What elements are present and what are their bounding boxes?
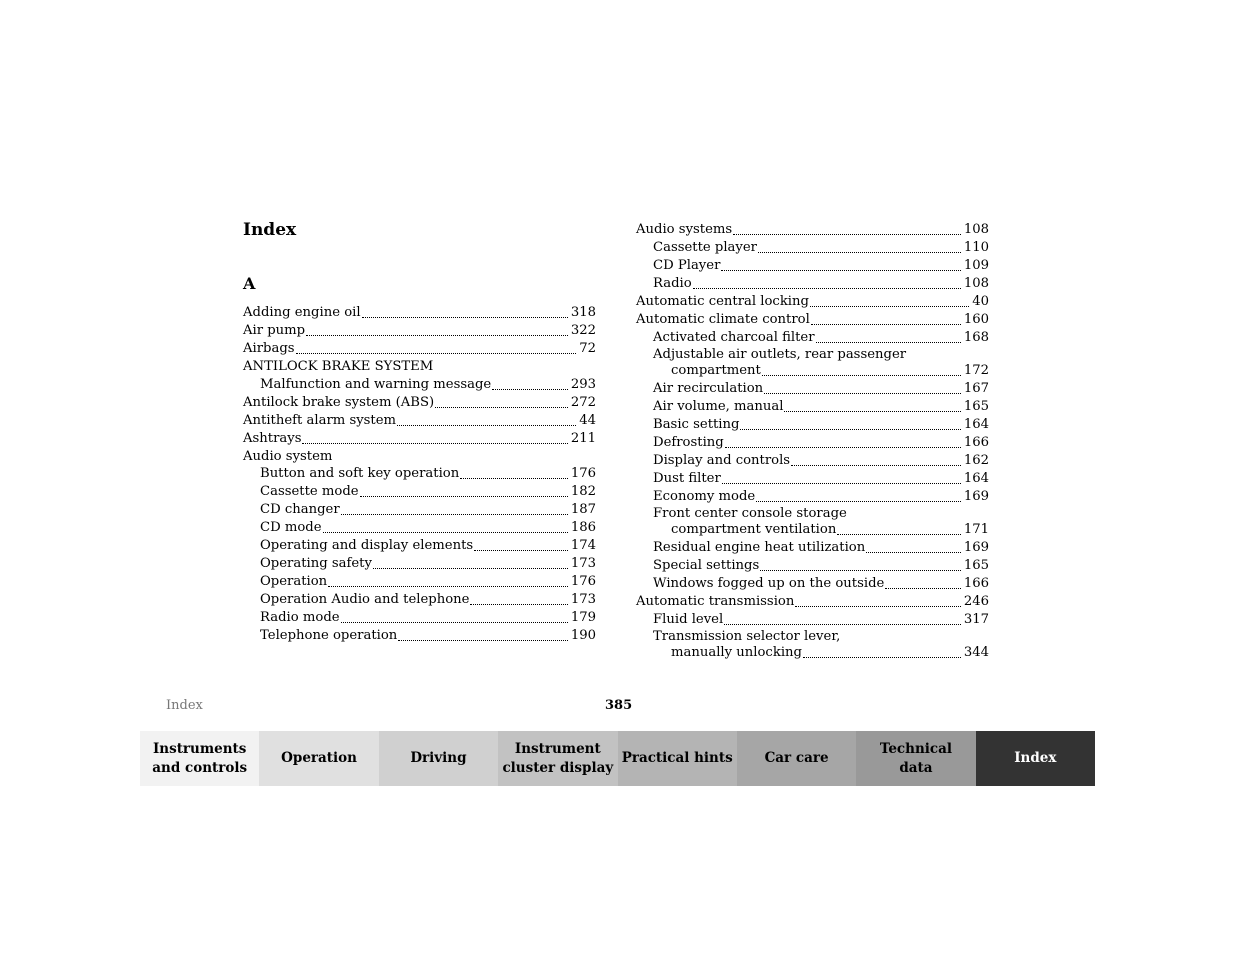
index-entry[interactable] <box>636 380 989 398</box>
index-entry-page[interactable]: 344 <box>963 645 989 661</box>
index-entry[interactable] <box>243 501 596 519</box>
index-entry-page[interactable]: 211 <box>570 430 596 446</box>
index-entry-label: Operation <box>260 574 328 590</box>
index-entry-label: CD mode <box>260 520 322 536</box>
index-entry-label: Basic setting <box>653 416 740 432</box>
tab-driving[interactable]: Driving <box>379 731 498 786</box>
index-entry-label: Automatic central locking <box>636 293 809 309</box>
index-entry-label: Front center console storage <box>653 505 847 521</box>
index-entry[interactable] <box>243 591 596 609</box>
dot-leader <box>795 606 960 607</box>
index-entry <box>636 347 989 363</box>
index-entry-label: Ashtrays <box>243 430 302 446</box>
index-entry-label: manually unlocking <box>671 645 802 661</box>
index-entry-page[interactable]: 44 <box>579 412 596 428</box>
tab-technical-data[interactable]: Technical data <box>856 731 975 786</box>
dot-leader <box>760 570 961 571</box>
index-entry-page[interactable]: 160 <box>963 311 989 327</box>
index-entry-page[interactable]: 167 <box>963 381 989 397</box>
tab-practical-hints[interactable]: Practical hints <box>618 731 737 786</box>
index-entry-page[interactable]: 165 <box>963 399 989 415</box>
index-entry[interactable] <box>636 470 989 488</box>
index-entry-page[interactable]: 109 <box>963 257 989 273</box>
index-entry[interactable] <box>636 239 989 257</box>
index-entry[interactable] <box>636 644 989 662</box>
dot-leader <box>816 342 961 343</box>
index-entry[interactable] <box>636 452 989 470</box>
tab-operation[interactable]: Operation <box>259 731 378 786</box>
index-entry-page[interactable]: 187 <box>570 502 596 518</box>
dot-leader <box>837 534 961 535</box>
index-entry-label: Malfunction and warning message <box>260 376 492 392</box>
index-entry[interactable] <box>243 555 596 573</box>
index-entry-page[interactable]: 182 <box>570 484 596 500</box>
index-entry-label: compartment ventilation <box>671 522 837 538</box>
index-entry-label: Fluid level <box>653 611 724 627</box>
dot-leader <box>362 317 568 318</box>
index-entry[interactable] <box>243 430 596 448</box>
dot-leader <box>725 447 961 448</box>
tab-car-care[interactable]: Car care <box>737 731 856 786</box>
index-entry-page[interactable]: 174 <box>570 538 596 554</box>
dot-leader <box>398 640 568 641</box>
index-entry-page[interactable]: 168 <box>963 329 989 345</box>
index-entry-label: Residual engine heat utilization <box>653 540 866 556</box>
index-entry[interactable] <box>243 340 596 358</box>
index-column-right <box>636 221 989 662</box>
index-entry-page[interactable]: 162 <box>963 452 989 468</box>
index-entry[interactable] <box>636 557 989 575</box>
dot-leader <box>740 429 960 430</box>
index-entry[interactable] <box>243 322 596 340</box>
index-entry-label: Activated charcoal filter <box>653 329 815 345</box>
index-entry[interactable] <box>636 575 989 593</box>
index-entry-page[interactable]: 166 <box>963 434 989 450</box>
index-entry[interactable] <box>243 304 596 322</box>
index-entry-page[interactable]: 108 <box>963 275 989 291</box>
index-entry-label: Radio <box>653 275 692 291</box>
index-entry-label: Audio system <box>243 448 333 464</box>
index-entry-page[interactable]: 72 <box>579 340 596 356</box>
index-entry[interactable] <box>636 257 989 275</box>
index-entry-label: Special settings <box>653 558 760 574</box>
index-entry[interactable] <box>243 376 596 394</box>
index-entry-label: Adjustable air outlets, rear passenger <box>653 346 907 362</box>
dot-leader <box>397 425 576 426</box>
index-entry-label: Cassette player <box>653 239 757 255</box>
index-entry[interactable] <box>636 539 989 557</box>
index-entry-page[interactable]: 176 <box>570 574 596 590</box>
index-entry[interactable] <box>243 573 596 591</box>
index-entry-page[interactable]: 169 <box>963 488 989 504</box>
index-entry-page[interactable]: 179 <box>570 609 596 625</box>
index-entry[interactable] <box>636 329 989 347</box>
dot-leader <box>762 375 961 376</box>
page-number: 385 <box>605 698 633 713</box>
index-entry-label: Operating safety <box>260 556 372 572</box>
dot-leader <box>296 353 577 354</box>
index-entry[interactable] <box>243 519 596 537</box>
index-entry[interactable] <box>636 293 989 311</box>
index-entry <box>243 358 596 376</box>
index-entry-page[interactable]: 176 <box>570 466 596 482</box>
index-entry-page[interactable]: 186 <box>570 520 596 536</box>
dot-leader <box>360 496 568 497</box>
index-entry-page[interactable]: 318 <box>570 305 596 320</box>
index-entry[interactable] <box>243 465 596 483</box>
chapter-tab-bar <box>140 731 1095 786</box>
index-entry-label: Air volume, manual <box>653 399 784 415</box>
index-entry-label: Economy mode <box>653 488 756 504</box>
dot-leader <box>784 411 960 412</box>
index-entry-page[interactable]: 164 <box>963 470 989 486</box>
index-entry-page[interactable]: 317 <box>963 611 989 627</box>
dot-leader <box>724 624 961 625</box>
dot-leader <box>885 588 961 589</box>
index-entry <box>636 629 989 645</box>
dot-leader <box>693 288 961 289</box>
index-column-left <box>243 304 596 645</box>
index-entry <box>636 506 989 522</box>
index-entry-page[interactable]: 173 <box>570 592 596 607</box>
index-entry-label: Button and soft key operation <box>260 466 460 482</box>
dot-leader <box>756 501 961 502</box>
index-entry-page[interactable]: 108 <box>963 222 989 237</box>
dot-leader <box>460 478 568 479</box>
index-entry-label: Cassette mode <box>260 484 359 500</box>
index-entry-label: Dust filter <box>653 470 721 486</box>
index-heading: Index <box>243 220 297 240</box>
dot-leader <box>373 568 568 569</box>
index-entry[interactable] <box>243 609 596 627</box>
index-entry-page[interactable]: 173 <box>570 556 596 572</box>
index-entry-page[interactable]: 172 <box>963 363 989 379</box>
index-entry <box>243 448 596 466</box>
index-entry-label: Air recirculation <box>653 381 764 397</box>
index-entry[interactable] <box>636 611 989 629</box>
index-entry-label: Defrosting <box>653 434 724 450</box>
index-entry-page[interactable]: 166 <box>963 576 989 592</box>
index-entry-page[interactable]: 293 <box>570 376 596 392</box>
index-entry-label: Audio systems <box>636 222 733 237</box>
index-entry[interactable] <box>636 488 989 506</box>
index-entry-label: CD Player <box>653 257 721 273</box>
index-entry-label: Radio mode <box>260 609 340 625</box>
dot-leader <box>791 465 961 466</box>
tab-instruments-and-controls[interactable]: Instruments and controls <box>140 731 259 786</box>
index-entry[interactable] <box>243 394 596 412</box>
index-entry-label: Operation Audio and telephone <box>260 592 470 607</box>
index-entry[interactable] <box>636 275 989 293</box>
index-entry[interactable] <box>636 416 989 434</box>
index-entry-label: Air pump <box>243 322 306 338</box>
index-entry[interactable] <box>636 434 989 452</box>
dot-leader <box>758 252 961 253</box>
dot-leader <box>302 443 567 444</box>
index-entry[interactable] <box>636 398 989 416</box>
index-entry-label: compartment <box>671 363 761 379</box>
dot-leader <box>810 306 969 307</box>
index-entry-label: Airbags <box>243 340 295 356</box>
index-entry-page[interactable]: 322 <box>570 322 596 338</box>
index-entry-page[interactable]: 272 <box>570 394 596 410</box>
dot-leader <box>470 604 567 605</box>
index-entry-page[interactable]: 40 <box>972 293 989 309</box>
index-entry[interactable] <box>243 483 596 501</box>
dot-leader <box>341 622 568 623</box>
dot-leader <box>764 393 961 394</box>
dot-leader <box>474 550 568 551</box>
index-entry-page[interactable]: 164 <box>963 416 989 432</box>
dot-leader <box>492 389 568 390</box>
dot-leader <box>323 532 568 533</box>
index-entry-label: Automatic climate control <box>636 311 810 327</box>
dot-leader <box>306 335 568 336</box>
index-entry[interactable] <box>636 221 989 239</box>
dot-leader <box>866 552 961 553</box>
index-entry-label: Adding engine oil <box>243 305 361 320</box>
dot-leader <box>721 270 960 271</box>
index-entry[interactable] <box>636 521 989 539</box>
index-entry-page[interactable]: 171 <box>963 522 989 538</box>
index-entry-page[interactable]: 169 <box>963 540 989 556</box>
index-entry-page[interactable]: 110 <box>963 239 989 255</box>
index-entry-label: CD changer <box>260 502 340 518</box>
index-entry-page[interactable]: 190 <box>570 627 596 643</box>
dot-leader <box>803 657 961 658</box>
index-entry[interactable] <box>243 627 596 645</box>
dot-leader <box>722 483 961 484</box>
index-entry[interactable] <box>636 362 989 380</box>
index-entry[interactable] <box>636 593 989 611</box>
index-entry-label: Transmission selector lever, <box>653 628 841 644</box>
dot-leader <box>811 324 961 325</box>
index-entry[interactable] <box>243 537 596 555</box>
index-entry[interactable] <box>636 311 989 329</box>
tab-index[interactable]: Index <box>976 731 1095 786</box>
index-entry-page[interactable]: 246 <box>963 594 989 609</box>
dot-leader <box>341 514 568 515</box>
index-entry-label: Display and controls <box>653 452 791 468</box>
dot-leader <box>435 407 568 408</box>
index-entry-label: Automatic transmission <box>636 594 795 609</box>
index-entry-label: Windows fogged up on the outside <box>653 576 885 592</box>
index-entry[interactable] <box>243 412 596 430</box>
footer-section-label: Index <box>166 698 203 713</box>
index-entry-label: Operating and display elements <box>260 538 474 554</box>
tab-instrument-cluster-display[interactable]: Instrument cluster display <box>498 731 617 786</box>
index-entry-label: ANTILOCK BRAKE SYSTEM <box>243 358 434 374</box>
dot-leader <box>328 586 568 587</box>
section-letter-a: A <box>243 274 256 293</box>
index-entry-label: Telephone operation <box>260 627 398 643</box>
index-entry-label: Antilock brake system (ABS) <box>243 394 435 410</box>
index-entry-label: Antitheft alarm system <box>243 412 397 428</box>
index-entry-page[interactable]: 165 <box>963 558 989 574</box>
dot-leader <box>733 234 961 235</box>
